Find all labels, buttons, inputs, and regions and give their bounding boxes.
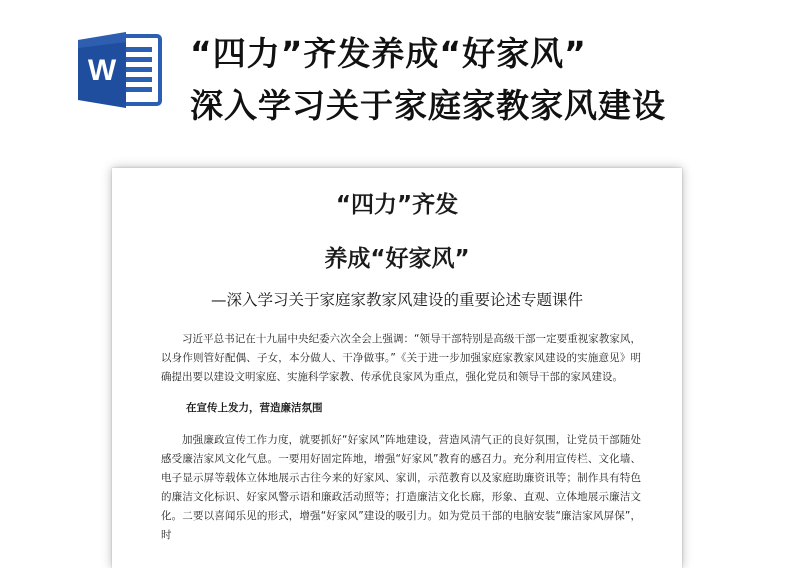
word-icon: [76, 30, 164, 110]
paragraph-1: 习近平总书记在十九届中央纪委六次全会上强调：“领导干部特别是高级干部一定要重视家教家风，以身作则管好配偶、子女，本分做人、干净做事。”《关于进一步加强家庭家教家风建设的实施意见》明确提出要以建设文明家庭、实施科学家教、传承优良家风为重点，强化党员和领导干部的家风建设。: [161, 333, 641, 383]
section-heading: 在宣传上发力，营造廉洁氛围: [186, 402, 323, 414]
document-subtitle: —深入学习关于家庭家教家风建设的重要论述专题课件: [210, 291, 583, 309]
document-title-line-2: 养成“好家风”: [324, 246, 470, 272]
banner-title-line-2: 深入学习关于家庭家教家风建设: [190, 86, 666, 125]
document-page: [112, 168, 682, 568]
banner: [0, 0, 800, 140]
banner-title-line-1: “四力”齐发养成“好家风”: [190, 34, 587, 73]
paragraph-2: 加强廉政宣传工作力度，就要抓好“好家风”阵地建设，营造风清气正的良好氛围，让党员干部随处感受廉洁家风文化气息。一要用好固定阵地，增强“好家风”教育的感召力。充分利用宣传栏、文化墙、电子显示屏等载体立体地展示古往今来的好家风、家训，示范教育以及家庭助廉资讯等；制作具有特色的廉洁文化标识、好家风警示语和廉政活动照等；打造廉洁文化长廊，形象、直观、立体地展示廉洁文化。二要以喜闻乐见的形式，增强“好家风”建设的吸引力。如为党员干部的电脑安装“廉洁家风屏保”，时: [161, 434, 641, 541]
document-title-line-1: “四力”齐发: [335, 192, 459, 218]
word-icon-letter: W: [87, 54, 117, 87]
